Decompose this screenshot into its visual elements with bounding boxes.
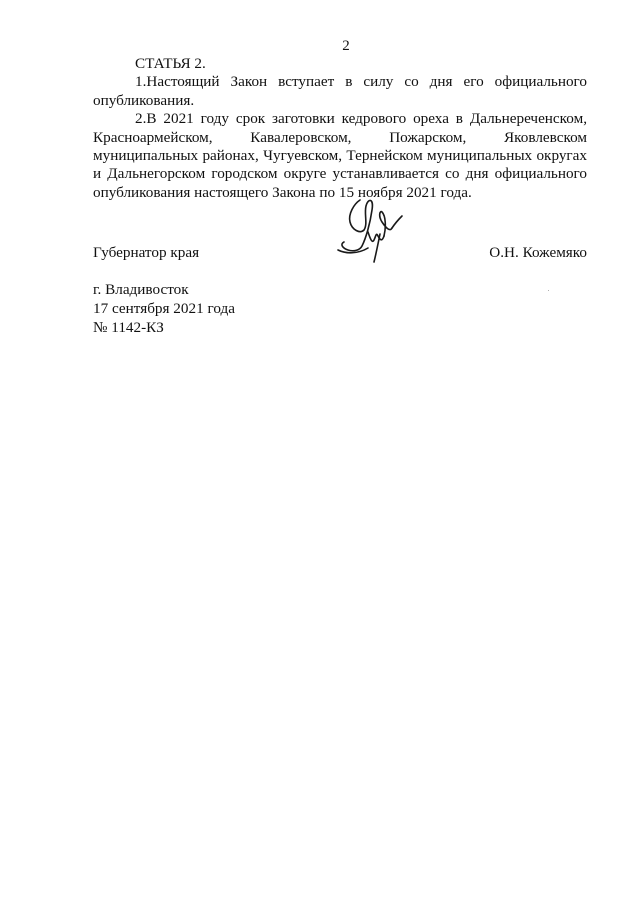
governor-title: Губернатор края xyxy=(93,244,200,261)
place-date-block xyxy=(93,280,235,337)
law-number-line: № 1142-КЗ xyxy=(93,319,164,336)
article-paragraph-2: 2.В 2021 году срок заготовки кедрового ореха в Дальнереченском, Красноармейском, Кавалеровском, Пожарском, Яковлевском муниципальных районах, Чугуевском, Тернейском муниципальных округах и Дальнегорском городском округе устанавливается со дня официального опубликования настоящего Закона по 15 ноября 2021 года. xyxy=(93,110,587,201)
article-paragraph-1: 1.Настоящий Закон вступает в силу со дня его официального опубликования. xyxy=(93,73,587,109)
scan-speck xyxy=(548,290,549,291)
city-line: г. Владивосток xyxy=(93,281,189,298)
date-line: 17 сентября 2021 года xyxy=(93,300,235,317)
article-body xyxy=(93,55,587,202)
article-title: СТАТЬЯ 2. xyxy=(135,55,206,72)
page-number: 2 xyxy=(342,38,350,54)
signature-row xyxy=(93,244,587,264)
governor-name: О.Н. Кожемяко xyxy=(489,244,587,261)
